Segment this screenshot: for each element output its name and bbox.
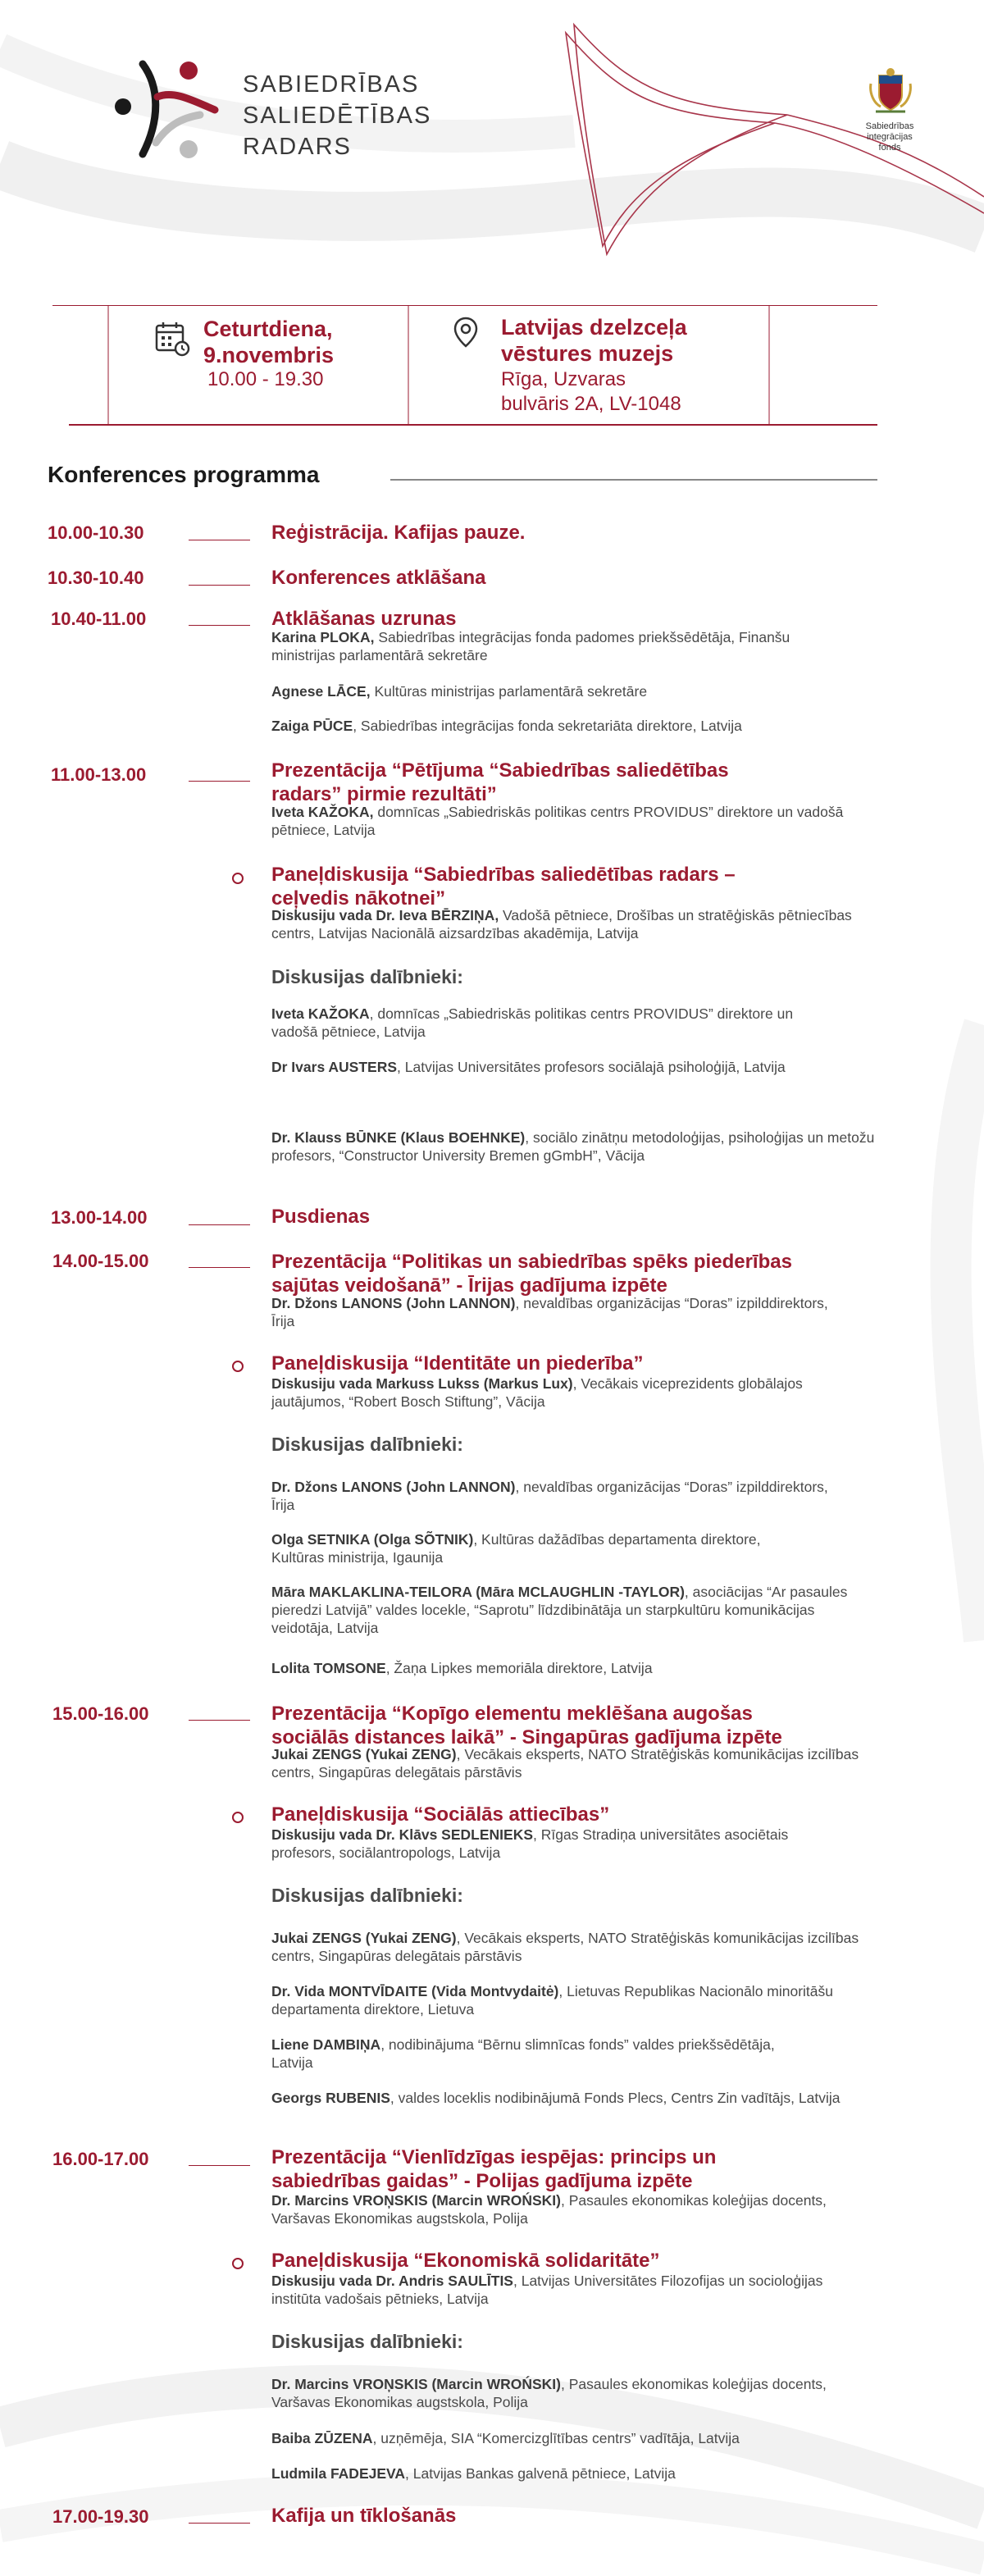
speaker: Zaiga PŪCE, Sabiedrības integrācijas fonda sekretariāta direktore, Latvija: [271, 718, 742, 734]
panel-title: Paneļdiskusija “Ekonomiskā solidaritāte”: [271, 2250, 660, 2272]
time-slot: 16.00-17.00: [52, 2149, 149, 2169]
panel-marker-icon: [232, 873, 244, 884]
time-slot: 11.00-13.00: [51, 764, 147, 785]
session-title: Prezentācija “Pētījuma “Sabiedrības saliedētības radars” pirmie rezultāti”: [271, 759, 729, 805]
session-title: Konferences atklāšana: [271, 567, 486, 589]
participants-heading: Diskusijas dalībnieki:: [271, 1434, 463, 1455]
session-title: Prezentācija “Kopīgo elementu meklēšana augošas sociālās distances laikā” - Singapūras gadījuma izpēte: [271, 1703, 782, 1748]
event-venue: Latvijas dzelzceļa vēstures muzejs: [501, 315, 687, 366]
panel-title: Paneļdiskusija “Sabiedrības saliedētības radars – ceļvedis nākotnei”: [271, 864, 736, 910]
session-title: Atklāšanas uzrunas: [271, 608, 457, 630]
participant: Dr. Klauss BŪNKE (Klaus BOEHNKE), sociālo zinātņu metodoloģijas, psiholoģijas un metožu profesors, “Constructor University Bremen gGmbH”, Vācija: [271, 1129, 875, 1164]
time-slot: 15.00-16.00: [52, 1703, 149, 1724]
program-title: Konferences programma: [48, 462, 320, 487]
participant: Iveta KAŽOKA, domnīcas „Sabiedriskās politikas centrs PROVIDUS” direktore un vadošā pētniece, Latvija: [271, 1005, 794, 1040]
panel-marker-icon: [232, 1361, 244, 1372]
time-connector: [189, 1720, 250, 1721]
time-connector: [189, 585, 250, 586]
session-title: Reģistrācija. Kafijas pauze.: [271, 522, 526, 544]
panel-marker-icon: [232, 1812, 244, 1823]
participant: Liene DAMBIŅA, nodibinājuma “Bērnu slimnīcas fonds” valdes priekšsēdētāja, Latvija: [271, 2036, 775, 2071]
participant: Ludmila FADEJEVA, Latvijas Bankas galvenā pētniece, Latvija: [271, 2465, 676, 2482]
time-slot: 10.40-11.00: [51, 609, 147, 629]
logo-wordmark: SABIEDRĪBAS SALIEDĒTĪBAS RADARS: [243, 71, 432, 160]
time-connector: [189, 625, 250, 626]
time-connector: [189, 1224, 250, 1225]
participant: Baiba ZŪZENA, uzņēmēja, SIA “Komercizglītības centrs” vadītāja, Latvija: [271, 2430, 740, 2446]
participant: Georgs RUBENIS, valdes loceklis nodibinājumā Fonds Plecs, Centrs Zin vadītājs, Latvija: [271, 2090, 840, 2106]
panel-marker-icon: [232, 2258, 244, 2269]
participant: Dr. Vida MONTVĪDAITE (Vida Montvydaitė), Lietuvas Republikas Nacionālo minoritāšu departamenta direktore, Lietuva: [271, 1983, 834, 2017]
speaker: Jukai ZENGS (Yukai ZENG), Vecākais eksperts, NATO Stratēģiskās komunikācijas izcilības centrs, Singapūras delegātais pārstāvis: [271, 1746, 859, 1780]
participant: Māra MAKLAKLINA-TEILORA (Māra MCLAUGHLIN -TAYLOR), asociācijas “Ar pasaules pieredzi Latvijā” valdes locekle, “Saprotu” līdzdibinātāja un starpkultūru komunikācijas veidotāja, Latvija: [271, 1584, 848, 1636]
speaker: Dr. Džons LANONS (John LANNON), nevaldības organizācijas “Doras” izpilddirektors, Īrija: [271, 1295, 828, 1329]
fund-name: Sabiedrības integrācijas fonds: [865, 121, 914, 153]
time-slot: 10.00-10.30: [48, 522, 144, 543]
participants-heading: Diskusijas dalībnieki:: [271, 2331, 463, 2352]
moderator: Diskusiju vada Dr. Andris SAULĪTIS, Latvijas Universitātes Filozofijas un socioloģijas institūta vadošais pētnieks, Latvija: [271, 2273, 823, 2307]
speaker: Iveta KAŽOKA, domnīcas „Sabiedriskās politikas centrs PROVIDUS” direktore un vadošā pētniece, Latvija: [271, 804, 844, 838]
moderator: Diskusiju vada Dr. Klāvs SEDLENIEKS, Rīgas Stradiņa universitātes asociētais profesors, sociālantropologs, Latvija: [271, 1826, 789, 1861]
time-connector: [189, 2165, 250, 2166]
participant: Olga SETNIKA (Olga SÕTNIK), Kultūras dažādības departamenta direktore, Kultūras ministrija, Igaunija: [271, 1531, 761, 1566]
participant: Dr. Džons LANONS (John LANNON), nevaldības organizācijas “Doras” izpilddirektors, Īrija: [271, 1479, 828, 1513]
time-slot: 10.30-10.40: [48, 568, 144, 588]
event-time: 10.00 - 19.30: [207, 368, 324, 390]
time-slot: 13.00-14.00: [51, 1207, 148, 1228]
time-connector: [189, 781, 250, 782]
participant: Jukai ZENGS (Yukai ZENG), Vecākais eksperts, NATO Stratēģiskās komunikācijas izcilības centrs, Singapūras delegātais pārstāvis: [271, 1930, 859, 1964]
event-address: Rīga, Uzvaras bulvāris 2A, LV-1048: [501, 368, 681, 415]
calendar-icon: [154, 321, 190, 357]
panel-title: Paneļdiskusija “Identitāte un piederība”: [271, 1352, 644, 1375]
participant: Dr Ivars AUSTERS, Latvijas Universitātes profesors sociālajā psiholoģijā, Latvija: [271, 1059, 786, 1075]
participants-heading: Diskusijas dalībnieki:: [271, 1885, 463, 1906]
event-day: Ceturtdiena, 9.novembris: [203, 317, 335, 367]
coat-of-arms-icon: [868, 64, 913, 116]
participant: Dr. Marcins VROŅSKIS (Marcin WROŃSKI), Pasaules ekonomikas koleģijas docents, Varšavas Ekonomikas augstskola, Polija: [271, 2376, 827, 2410]
title-divider: [390, 479, 877, 481]
panel-title: Paneļdiskusija “Sociālās attiecības”: [271, 1803, 610, 1826]
location-pin-icon: [452, 316, 480, 349]
moderator: Diskusiju vada Markuss Lukss (Markus Lux), Vecākais viceprezidents globālajos jautājumos, “Robert Bosch Stiftung”, Vācija: [271, 1375, 803, 1410]
participants-heading: Diskusijas dalībnieki:: [271, 966, 463, 987]
radar-logo: [110, 57, 225, 166]
speaker: Karina PLOKA, Sabiedrības integrācijas fonda padomes priekšsēdētāja, Finanšu ministrijas parlamentārā sekretāre: [271, 629, 790, 663]
time-slot: 14.00-15.00: [52, 1251, 149, 1271]
speaker: Dr. Marcins VROŅSKIS (Marcin WROŃSKI), Pasaules ekonomikas koleģijas docents, Varšavas Ekonomikas augstskola, Polija: [271, 2192, 827, 2227]
session-title: Prezentācija “Vienlīdzīgas iespējas: princips un sabiedrības gaidas” - Polijas gadījuma izpēte: [271, 2146, 717, 2192]
speaker: Agnese LĀCE, Kultūras ministrijas parlamentārā sekretāre: [271, 683, 648, 700]
session-title: Prezentācija “Politikas un sabiedrības spēks piederības sajūtas veidošanā” - Īrijas gadījuma izpēte: [271, 1251, 792, 1297]
participant: Lolita TOMSONE, Žaņa Lipkes memoriāla direktore, Latvija: [271, 1660, 653, 1676]
session-title: Kafija un tīklošanās: [271, 2505, 457, 2527]
moderator: Diskusiju vada Dr. Ieva BĒRZIŅA, Vadošā pētniece, Drošības un stratēģiskās pētniecības centrs, Latvijas Nacionālā aizsardzības akadēmija, Latvija: [271, 907, 852, 941]
session-title: Pusdienas: [271, 1206, 371, 1228]
time-slot: 17.00-19.30: [52, 2506, 149, 2527]
time-connector: [189, 1267, 250, 1268]
time-connector: [189, 2523, 250, 2524]
